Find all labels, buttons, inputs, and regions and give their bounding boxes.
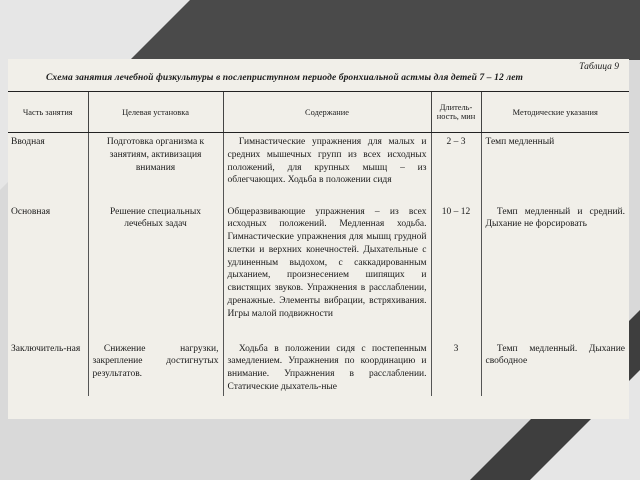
cell-duration: 10 – 12	[431, 203, 481, 340]
cell-notes: Темп медленный и средний. Дыхание не форсировать	[481, 203, 629, 340]
table-caption: Таблица 9	[579, 62, 619, 72]
scanned-table-image	[8, 59, 629, 419]
col-header-content: Содержание	[223, 92, 431, 133]
cell-duration: 2 – 3	[431, 133, 481, 203]
table-header-row	[8, 92, 629, 133]
table-row	[8, 203, 629, 340]
cell-content: Ходьба в положении сидя с постепенным замедлением. Упражнения по координацию и внимание. Упражнения в расслаблении. Статические дыхатель-ные	[223, 340, 431, 396]
lfk-schedule-table	[8, 91, 629, 396]
table-title: Схема занятия лечебной физкультуры в послеприступном периоде бронхиальной астмы для детей 7 – 12 лет	[46, 73, 523, 83]
table-row	[8, 133, 629, 203]
cell-goal: Решение специальных лечебных задач	[88, 203, 223, 340]
col-header-part: Часть занятия	[8, 92, 88, 133]
cell-part: Вводная	[11, 137, 45, 147]
cell-part: Заключитель-ная	[11, 343, 81, 354]
cell-part: Основная	[11, 206, 51, 217]
cell-content: Общеразвивающие упражнения – из всех исходных положений. Медленная ходьба. Гимнастические упражнения для мышц грудной клетки и верхних конечностей. Дыхательные с удлиненным выдохом, с саккадированным дыханием, произнесением шипящих и свистящих звуков. Упражнения в расслаблении, дренажные. Элементы вибрации, встряхивания. Игры малой подвижности	[223, 203, 431, 340]
col-header-duration: Длитель-ность, мин	[431, 92, 481, 133]
cell-notes: Темп медленный. Дыхание свободное	[481, 340, 629, 396]
cell-content: Гимнастические упражнения для малых и средних мышечных групп из всех исходных положений, для крупных мышц – из облегчающих. Ходьба в положении сидя	[223, 133, 431, 203]
cell-notes: Темп медленный	[481, 133, 629, 203]
cell-goal: Снижение нагрузки, закрепление достигнутых результатов.	[88, 340, 223, 396]
col-header-notes: Методические указания	[481, 92, 629, 133]
cell-duration: 3	[431, 340, 481, 396]
table-row	[8, 340, 629, 396]
cell-goal: Подготовка организма к занятиям, активизация внимания	[88, 133, 223, 203]
col-header-goal: Целевая установка	[88, 92, 223, 133]
